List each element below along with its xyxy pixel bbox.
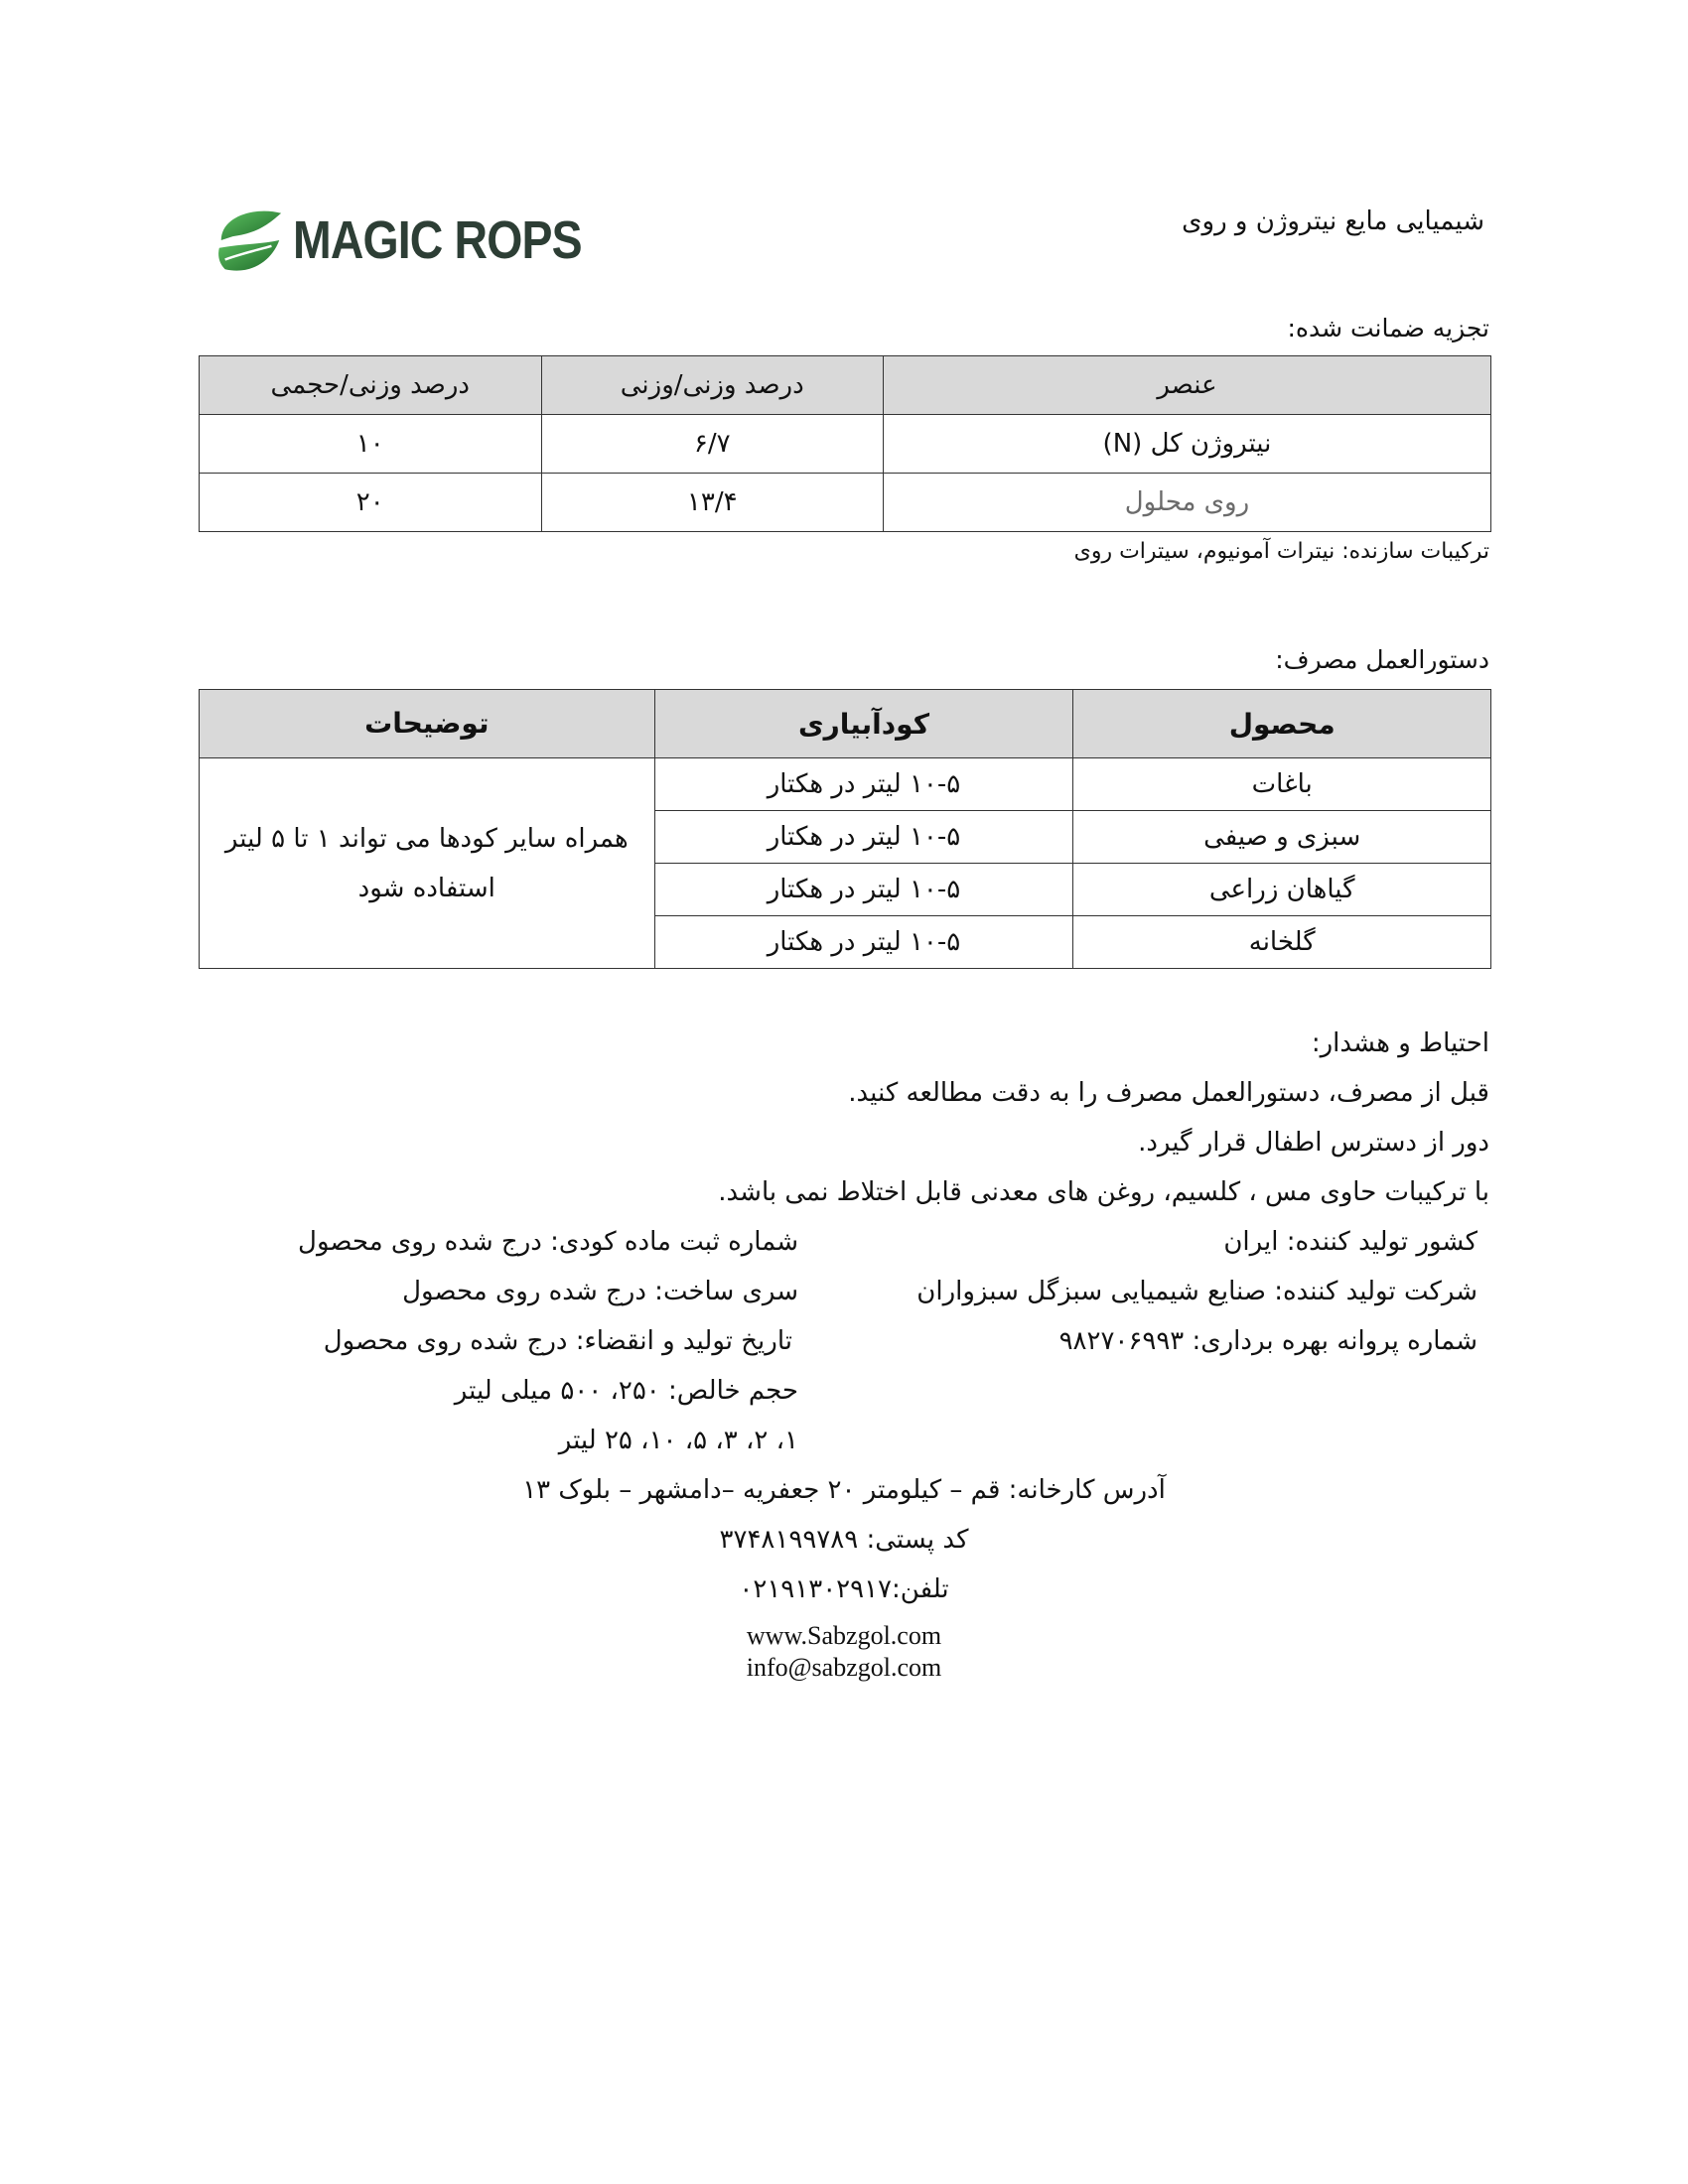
leaf-logo-icon xyxy=(211,202,289,279)
contact-block xyxy=(0,1475,1688,1684)
email-link[interactable]: info@sabzgol.com xyxy=(746,1653,942,1682)
warning-item: قبل از مصرف، دستورالعمل مصرف را به دقت مطالعه کنید. xyxy=(848,1078,1489,1108)
cell-element: روی محلول xyxy=(883,474,1490,532)
cell-weight-volume: ۲۰ xyxy=(200,474,542,532)
column-header-description: توضیحات xyxy=(200,690,655,758)
producer-country: کشور تولید کننده: ایران xyxy=(1223,1227,1477,1257)
column-header-weight-volume: درصد وزنی/حجمی xyxy=(200,356,542,415)
table-row xyxy=(200,415,1491,474)
brand-logo xyxy=(211,199,589,282)
table-row xyxy=(200,474,1491,532)
net-volume: حجم خالص: ۲۵۰، ۵۰۰ میلی لیتر xyxy=(454,1376,798,1406)
analysis-label: تجزیه ضمانت شده: xyxy=(1287,314,1489,342)
cell-weight-volume: ۱۰ xyxy=(200,415,542,474)
column-header-weight-weight: درصد وزنی/وزنی xyxy=(541,356,883,415)
cell-weight-weight: ۶/۷ xyxy=(541,415,883,474)
license-number: شماره پروانه بهره برداری: ۹۸۲۷۰۶۹۹۳ xyxy=(1058,1326,1477,1356)
document-title: شیمیایی مایع نیتروژن و روی xyxy=(1182,206,1484,236)
cell-element: نیتروژن کل (N) xyxy=(883,415,1490,474)
production-expiry-date: تاریخ تولید و انقضاء: درج شده روی محصول xyxy=(323,1326,792,1356)
producer-company: شرکت تولید کننده: صنایع شیمیایی سبزگل سبزواران xyxy=(916,1277,1477,1306)
net-volume-liters: ۱، ۲، ۳، ۵، ۱۰، ۲۵ لیتر xyxy=(558,1426,798,1455)
cell-description: همراه سایر کودها می تواند ۱ تا ۵ لیتر استفاده شود xyxy=(200,758,655,969)
table-header-row xyxy=(200,690,1491,758)
postal-code: کد پستی: ۳۷۴۸۱۹۹۷۸۹ xyxy=(719,1525,969,1555)
factory-address: آدرس کارخانه: قم – کیلومتر ۲۰ جعفریه –دامشهر – بلوک ۱۳ xyxy=(522,1475,1166,1505)
cell-crop: گلخانه xyxy=(1073,916,1491,969)
column-header-element: عنصر xyxy=(883,356,1490,415)
logo-wordmark: MAGIC ROPS xyxy=(293,210,582,270)
cell-crop: باغات xyxy=(1073,758,1491,811)
cell-crop: گیاهان زراعی xyxy=(1073,864,1491,916)
column-header-fertigation: کودآبیاری xyxy=(654,690,1073,758)
column-header-crop: محصول xyxy=(1073,690,1491,758)
usage-table xyxy=(199,689,1491,969)
cell-fertigation: ۱۰-۵ لیتر در هکتار xyxy=(654,811,1073,864)
analysis-table xyxy=(199,355,1491,532)
phone-number: تلفن:۰۲۱۹۱۳۰۲۹۱۷ xyxy=(739,1574,949,1604)
composition-note: ترکیبات سازنده: نیترات آمونیوم، سیترات روی xyxy=(1073,539,1489,564)
usage-label: دستورالعمل مصرف: xyxy=(1275,645,1489,674)
table-header-row xyxy=(200,356,1491,415)
warnings-label: احتیاط و هشدار: xyxy=(1311,1028,1489,1058)
cell-fertigation: ۱۰-۵ لیتر در هکتار xyxy=(654,758,1073,811)
cell-fertigation: ۱۰-۵ لیتر در هکتار xyxy=(654,916,1073,969)
registration-number: شماره ثبت ماده کودی: درج شده روی محصول xyxy=(298,1227,798,1257)
website-link[interactable]: www.Sabzgol.com xyxy=(746,1621,942,1650)
batch-series: سری ساخت: درج شده روی محصول xyxy=(402,1277,798,1306)
warning-item: با ترکیبات حاوی مس ، کلسیم، روغن های معدنی قابل اختلاط نمی باشد. xyxy=(718,1177,1489,1207)
cell-crop: سبزی و صیفی xyxy=(1073,811,1491,864)
cell-fertigation: ۱۰-۵ لیتر در هکتار xyxy=(654,864,1073,916)
cell-weight-weight: ۱۳/۴ xyxy=(541,474,883,532)
table-row xyxy=(200,758,1491,811)
warning-item: دور از دسترس اطفال قرار گیرد. xyxy=(1138,1128,1489,1158)
